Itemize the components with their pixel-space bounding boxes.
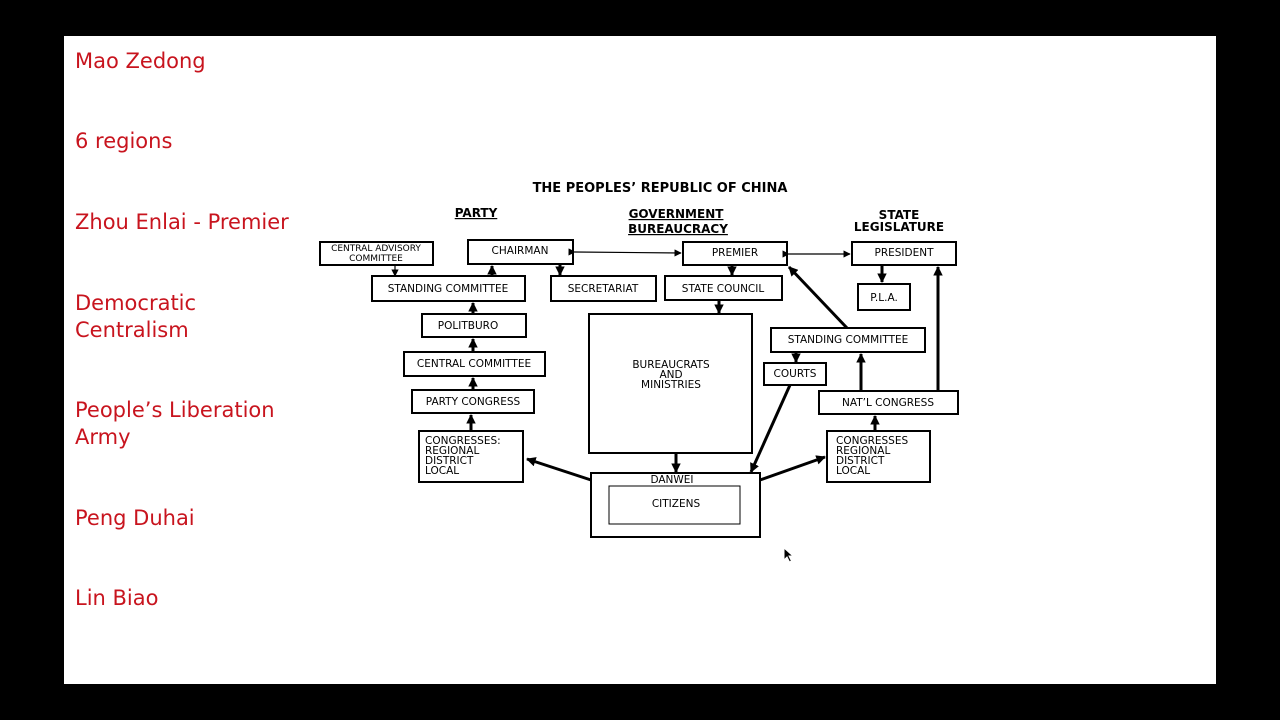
politburo-box [422, 314, 526, 337]
box-label: CITIZENS [651, 498, 701, 510]
box-label: CHAIRMAN [491, 245, 549, 257]
org-chart-diagram [64, 36, 1216, 684]
box-label: PRESIDENT [874, 247, 934, 259]
slide [64, 36, 1216, 684]
box-label: DANWEI [650, 474, 694, 486]
topic-line: Zhou Enlai - Premier [75, 210, 289, 234]
box-label: AND [659, 369, 683, 381]
box-label: SECRETARIAT [567, 283, 639, 295]
president-box [852, 242, 956, 265]
box-label: CENTRAL ADVISORY [331, 244, 421, 254]
topic-line: Peng Duhai [75, 506, 195, 530]
box-label: LOCAL [425, 465, 460, 477]
box-label: DISTRICT [425, 455, 474, 467]
box-label: STANDING COMMITTEE [787, 334, 909, 346]
box-label: REGIONAL [425, 445, 480, 457]
topic-line: 6 regions [75, 129, 173, 153]
courts-box [764, 363, 826, 385]
box-label: PARTY CONGRESS [425, 396, 521, 408]
header-state: STATE [878, 208, 920, 222]
arrow-citizens-state-congresses [760, 457, 825, 480]
arrow-chairman-premier [575, 252, 681, 253]
party-congresses-box [419, 431, 523, 482]
pla-box [858, 284, 910, 310]
box-label: STANDING COMMITTEE [387, 283, 509, 295]
header-bureaucracy: BUREAUCRACY [628, 222, 728, 236]
box-label: STATE COUNCIL [681, 283, 765, 295]
box-label: MINISTRIES [641, 379, 701, 391]
box-label: COURTS [773, 368, 817, 380]
chairman-box [468, 240, 573, 264]
header-party: PARTY [454, 206, 498, 220]
box-label: NAT’L CONGRESS [841, 397, 935, 409]
topic-line: Mao Zedong [75, 49, 206, 73]
box-label: CENTRAL COMMITTEE [416, 358, 532, 370]
box-label: POLITBURO [437, 320, 499, 332]
topic-line: People’s Liberation [75, 398, 275, 422]
header-government: GOVERNMENT [628, 207, 724, 221]
premier-box [683, 242, 787, 265]
box-label: CONGRESSES [836, 435, 909, 447]
state-congresses-box [827, 431, 930, 482]
topic-line: Army [75, 425, 131, 449]
header-legislature: LEGISLATURE [853, 220, 945, 234]
mouse-cursor-icon [783, 547, 795, 563]
central-committee-box [404, 352, 545, 376]
box-label: CONGRESSES: [425, 435, 501, 447]
arrow-citizens-party-congresses [527, 459, 591, 480]
topic-line: Democratic [75, 291, 197, 315]
box-label: COMMITTEE [349, 254, 403, 264]
state-standing-committee-box [771, 328, 925, 352]
bureaucrats-ministries-box [589, 314, 752, 453]
arrow-standing-premier [789, 267, 847, 328]
box-label: DISTRICT [836, 455, 885, 467]
natl-congress-box [819, 391, 958, 414]
box-label: REGIONAL [836, 445, 891, 457]
topic-line: Centralism [75, 318, 189, 342]
topic-line: Lin Biao [75, 586, 159, 610]
box-label: PREMIER [711, 247, 759, 259]
diagram-title: THE PEOPLES’ REPUBLIC OF CHINA [532, 181, 788, 196]
secretariat-box [551, 276, 656, 301]
central-advisory-committee-box [320, 242, 433, 265]
state-council-box [665, 276, 782, 300]
box-label: LOCAL [836, 465, 871, 477]
box-label: BUREAUCRATS [632, 359, 710, 371]
box-label: P.L.A. [870, 292, 898, 304]
arrow-courts-danwei [751, 385, 790, 472]
citizens-box [609, 486, 740, 524]
party-congress-box [412, 390, 534, 413]
party-standing-committee-box [372, 276, 525, 301]
